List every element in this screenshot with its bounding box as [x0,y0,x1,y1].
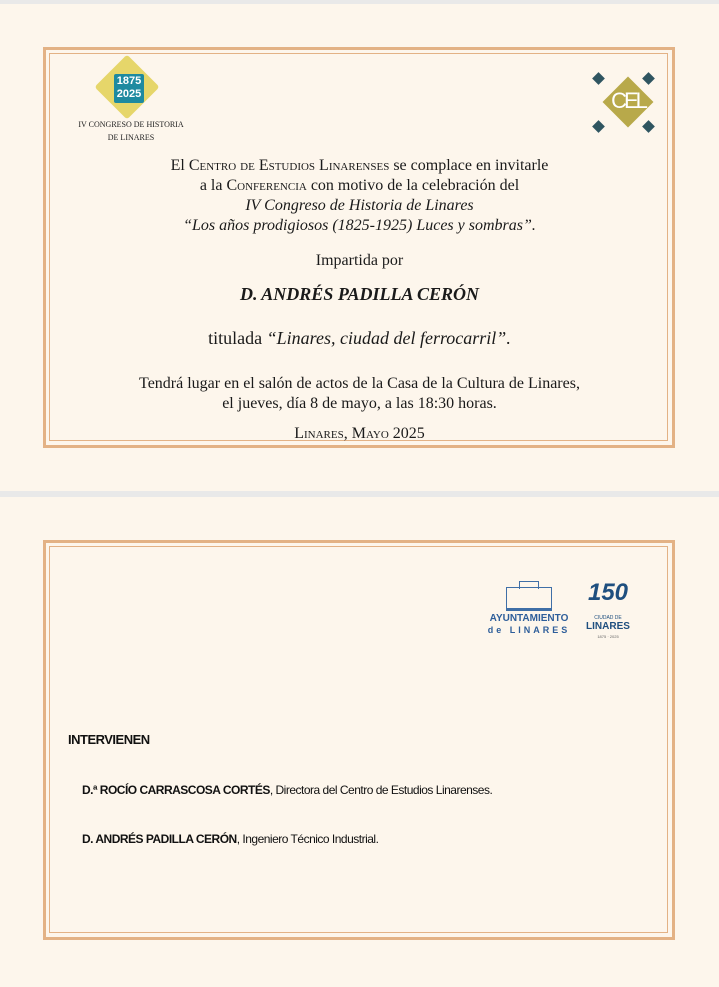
venue-line2: el jueves, día 8 de mayo, a las 18:30 horas. [222,395,497,412]
cel-monogram: CEL [611,88,645,113]
impartida-label: Impartida por [315,252,404,269]
ciudad-label: CIUDAD DE [594,615,622,621]
logo-caption [74,118,188,144]
event-type: Conferencia [226,177,307,194]
invitation-intro [0,156,719,236]
years-label: 1875 · 2025 [597,634,619,639]
year-bottom: 2025 [116,88,142,100]
caption-line1: IV CONGRESO DE HISTORIA [78,120,184,129]
linares-label: LINARES [586,621,630,632]
title-text: “Linares, ciudad del ferrocarril”. [266,328,511,348]
ayuntamiento-logo [486,587,572,639]
conference-title [0,328,719,349]
diamond-dot-icon [592,72,605,85]
number-150: 150 [587,579,629,606]
diamond-dot-icon [592,120,605,133]
titulada-label: titulada [208,328,267,348]
diamond-dot-icon [642,72,655,85]
ayto-line1: AYUNTAMIENTO [489,613,569,624]
intro-line1 [0,156,719,176]
intro-line2 [0,176,719,196]
ayto-line2: de LINARES [487,625,571,635]
back-card [0,497,719,987]
invitation-card [0,4,719,491]
participant-role: , Ingeniero Técnico Industrial. [236,832,379,846]
place-date: Linares, Mayo 2025 [294,425,425,442]
intro-text: con motivo de la celebración del [306,177,520,194]
congress-theme: “Los años prodigiosos (1825-1925) Luces y sombras”. [183,217,536,234]
intro-text: se complace en invitarle [389,157,549,174]
congress-name: IV Congreso de Historia de Linares [245,197,474,214]
participant-role: , Directora del Centro de Estudios Linarenses. [269,783,493,797]
intro-text: El [170,157,189,174]
congreso-logo [74,62,188,146]
cel-logo [590,64,666,140]
year-badge [114,74,144,103]
org-name: Centro de Estudios Linarenses [188,157,390,174]
venue-line1: Tendrá lugar en el salón de actos de la Casa de la Cultura de Linares, [139,375,580,392]
participant-name: D. ANDRÉS PADILLA CERÓN [82,832,237,846]
caption-line2: DE LINARES [107,133,155,142]
intro-text: a la [199,177,227,194]
venue-info [0,374,719,414]
aniversario-logo [584,579,632,641]
year-top: 1875 [116,75,142,87]
diamond-dot-icon [642,120,655,133]
participant-name: D.ª ROCÍO CARRASCOSA CORTÉS [82,783,270,797]
speaker-name: D. ANDRÉS PADILLA CERÓN [239,284,480,304]
intervienen-heading: INTERVIENEN [68,732,150,747]
building-icon [506,587,552,611]
participant-row [82,832,378,846]
participant-row [82,783,492,797]
